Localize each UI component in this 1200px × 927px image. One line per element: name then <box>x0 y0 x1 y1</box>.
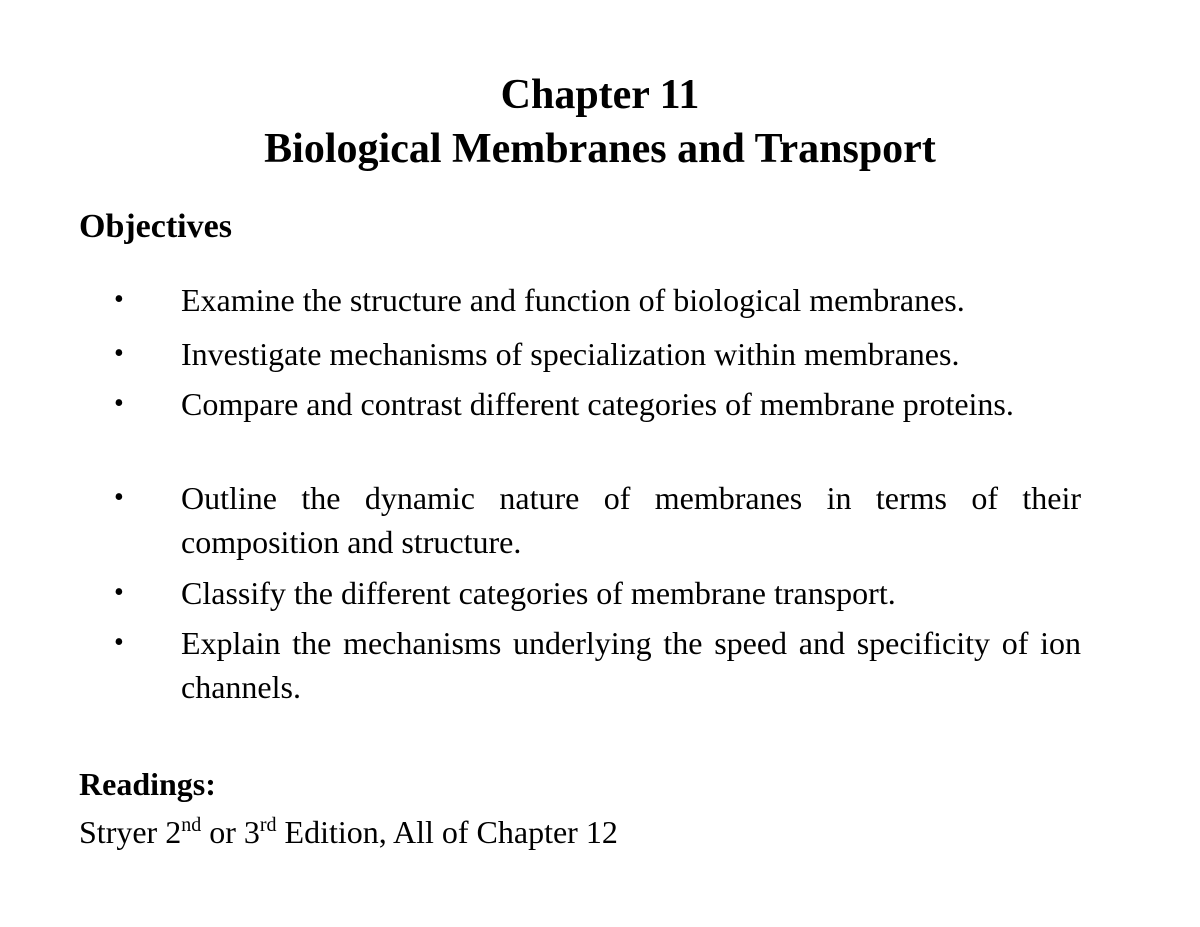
readings-text-part: Stryer 2 <box>79 814 182 850</box>
objective-item <box>0 571 1200 621</box>
readings-text-part: or 3 <box>201 814 260 850</box>
objective-item <box>0 332 1200 382</box>
objective-text: Explain the mechanisms underlying the speed and specificity of ion channels. <box>181 625 1081 705</box>
objective-item <box>0 621 1200 715</box>
ordinal-suffix: rd <box>259 814 277 836</box>
objectives-heading: Objectives <box>79 208 232 245</box>
ordinal-suffix: nd <box>181 814 202 836</box>
objective-text: Investigate mechanisms of specialization within membranes. <box>181 336 960 372</box>
readings-heading: Readings: <box>79 766 216 802</box>
bullet-icon: • <box>114 338 124 369</box>
objective-item <box>0 476 1200 571</box>
chapter-title: Biological Membranes and Transport <box>264 126 936 172</box>
objectives-list <box>0 278 1200 715</box>
readings-text <box>79 810 618 854</box>
objective-text: Classify the different categories of membrane transport. <box>181 575 896 611</box>
objective-text: Examine the structure and function of biological membranes. <box>181 282 965 318</box>
bullet-icon: • <box>114 577 124 608</box>
objective-text: Compare and contrast different categories of membrane proteins. <box>181 386 1014 422</box>
objective-item <box>0 278 1200 332</box>
bullet-icon: • <box>114 284 124 315</box>
bullet-icon: • <box>114 388 124 419</box>
bullet-icon: • <box>114 627 124 658</box>
readings-text-part: Edition, All of Chapter 12 <box>276 814 618 850</box>
chapter-number: Chapter 11 <box>500 72 700 118</box>
objective-item <box>0 382 1200 476</box>
objective-text: Outline the dynamic nature of membranes in terms of their composition and structure. <box>181 480 1081 560</box>
bullet-icon: • <box>114 482 124 513</box>
